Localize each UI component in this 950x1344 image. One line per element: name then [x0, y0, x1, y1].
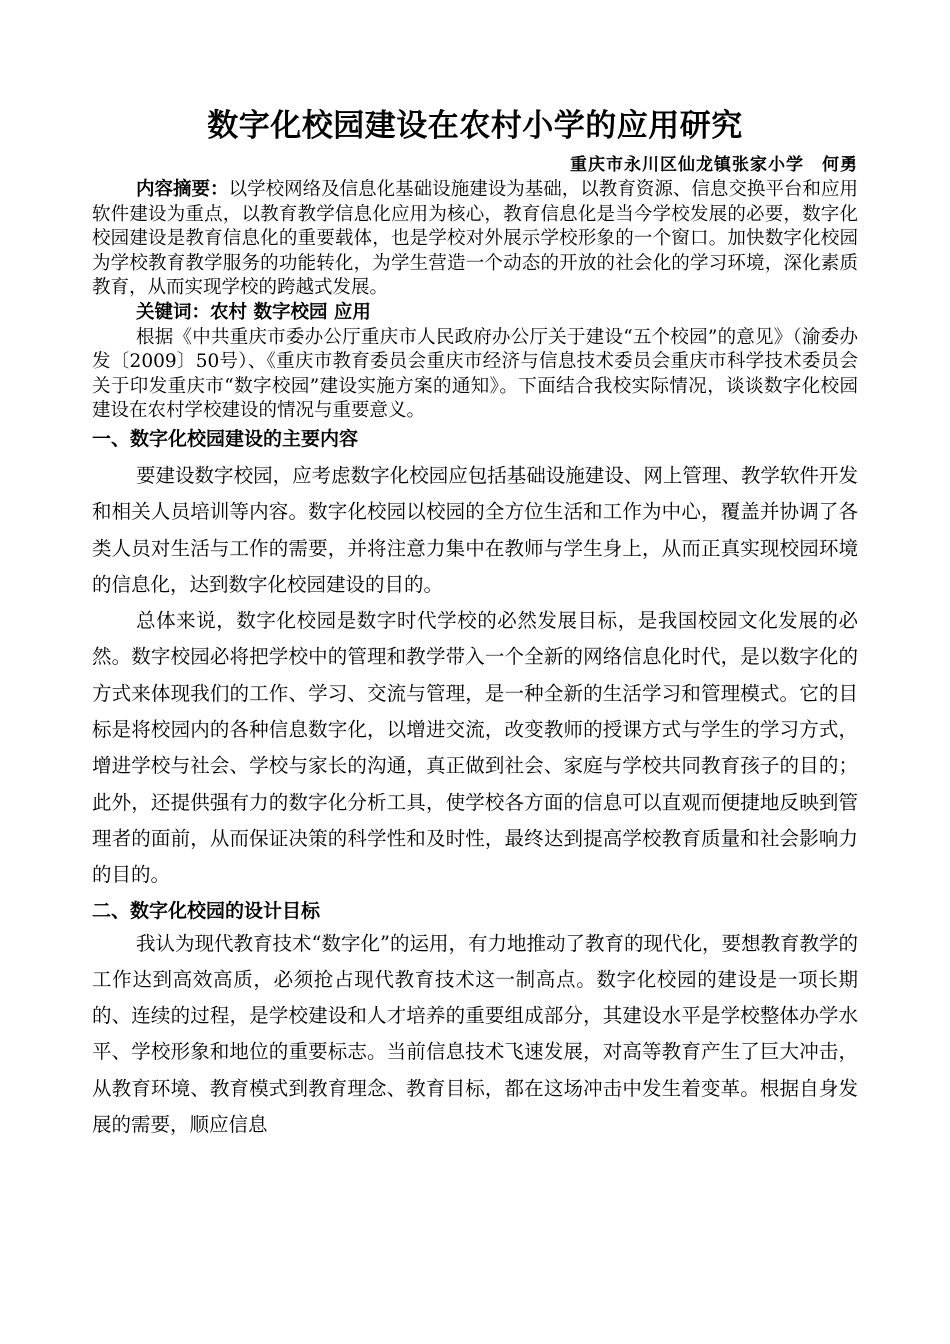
abstract-label: 内容摘要： [136, 179, 229, 200]
document-page [92, 100, 858, 1143]
document-title: 数字化校园建设在农村小学的应用研究 [207, 108, 743, 144]
body-paragraph: 要建设数字校园，应考虑数字化校园应包括基础设施建设、网上管理、教学软件开发和相关人员培训等内容。数字化校园以校园的全方位生活和工作为中心，覆盖并协调了各类人员对生活与工作的需要，并将注意力集中在教师与学生身上，从而正真实现校园环境的信息化，达到数字化校园建设的目的。 [92, 463, 858, 596]
body-paragraph: 我认为现代教育技术“数字化”的运用，有力地推动了教育的现代化，要想教育教学的工作达到高效高质，必须抢占现代教育技术这一制高点。数字化校园的建设是一项长期的、连续的过程，是学校建设和人才培养的重要组成部分，其建设水平是学校整体办学水平、学校形象和地位的重要标志。当前信息技术飞速发展，对高等教育产生了巨大冲击，从教育环境、教育模式到教育理念、教育目标，都在这场冲击中发生着变革。根据自身发展的需要，顺应信息 [92, 931, 858, 1136]
keywords-paragraph [92, 301, 858, 326]
intro-paragraph: 根据《中共重庆市委办公厅重庆市人民政府办公厅关于建设“五个校园”的意见》（渝委办发〔2009〕50号）、《重庆市教育委员会重庆市经济与信息技术委员会重庆市科学技术委员会关于印发重庆市“数字校园”建设实施方案的通知》。下面结合我校实际情况，谈谈数字化校园建设在农村学校建设的情况与重要意义。 [92, 326, 858, 422]
keywords-text: 农村 数字校园 应用 [210, 301, 371, 323]
abstract-paragraph [92, 178, 858, 301]
keywords-label: 关键词： [136, 301, 211, 323]
section-heading-2: 二、数字化校园的设计目标 [92, 899, 321, 922]
author-line: 重庆市永川区仙龙镇张家小学 何勇 [570, 155, 858, 175]
abstract-text: 以学校网络及信息化基础设施建设为基础，以教育资源、信息交换平台和应用软件建设为重点，以教育教学信息化应用为核心，教育信息化是当今学校发展的必要，数字化校园建设是教育信息化的重要载体，也是学校对外展示学校形象的一个窗口。加快数字化校园为学校教育教学服务的功能转化，为学生营造一个动态的开放的社会化的学习环境，深化素质教育，从而实现学校的跨越式发展。 [92, 179, 858, 299]
body-paragraph: 总体来说，数字化校园是数字时代学校的必然发展目标，是我国校园文化发展的必然。数字校园必将把学校中的管理和教学带入一个全新的网络信息化时代，是以数字化的方式来体现我们的工作、学习、交流与管理，是一种全新的生活学习和管理模式。它的目标是将校园内的各种信息数字化，以增进交流，改变教师的授课方式与学生的学习方式，增进学校与社会、学校与家长的沟通，真正做到社会、家庭与学校共同教育孩子的目的；此外，还提供强有力的数字化分析工具，使学校各方面的信息可以直观而便捷地反映到管理者的面前，从而保证决策的科学性和及时性，最终达到提高学校教育质量和社会影响力的目的。 [92, 609, 858, 887]
section-heading-1: 一、数字化校园建设的主要内容 [92, 427, 359, 450]
